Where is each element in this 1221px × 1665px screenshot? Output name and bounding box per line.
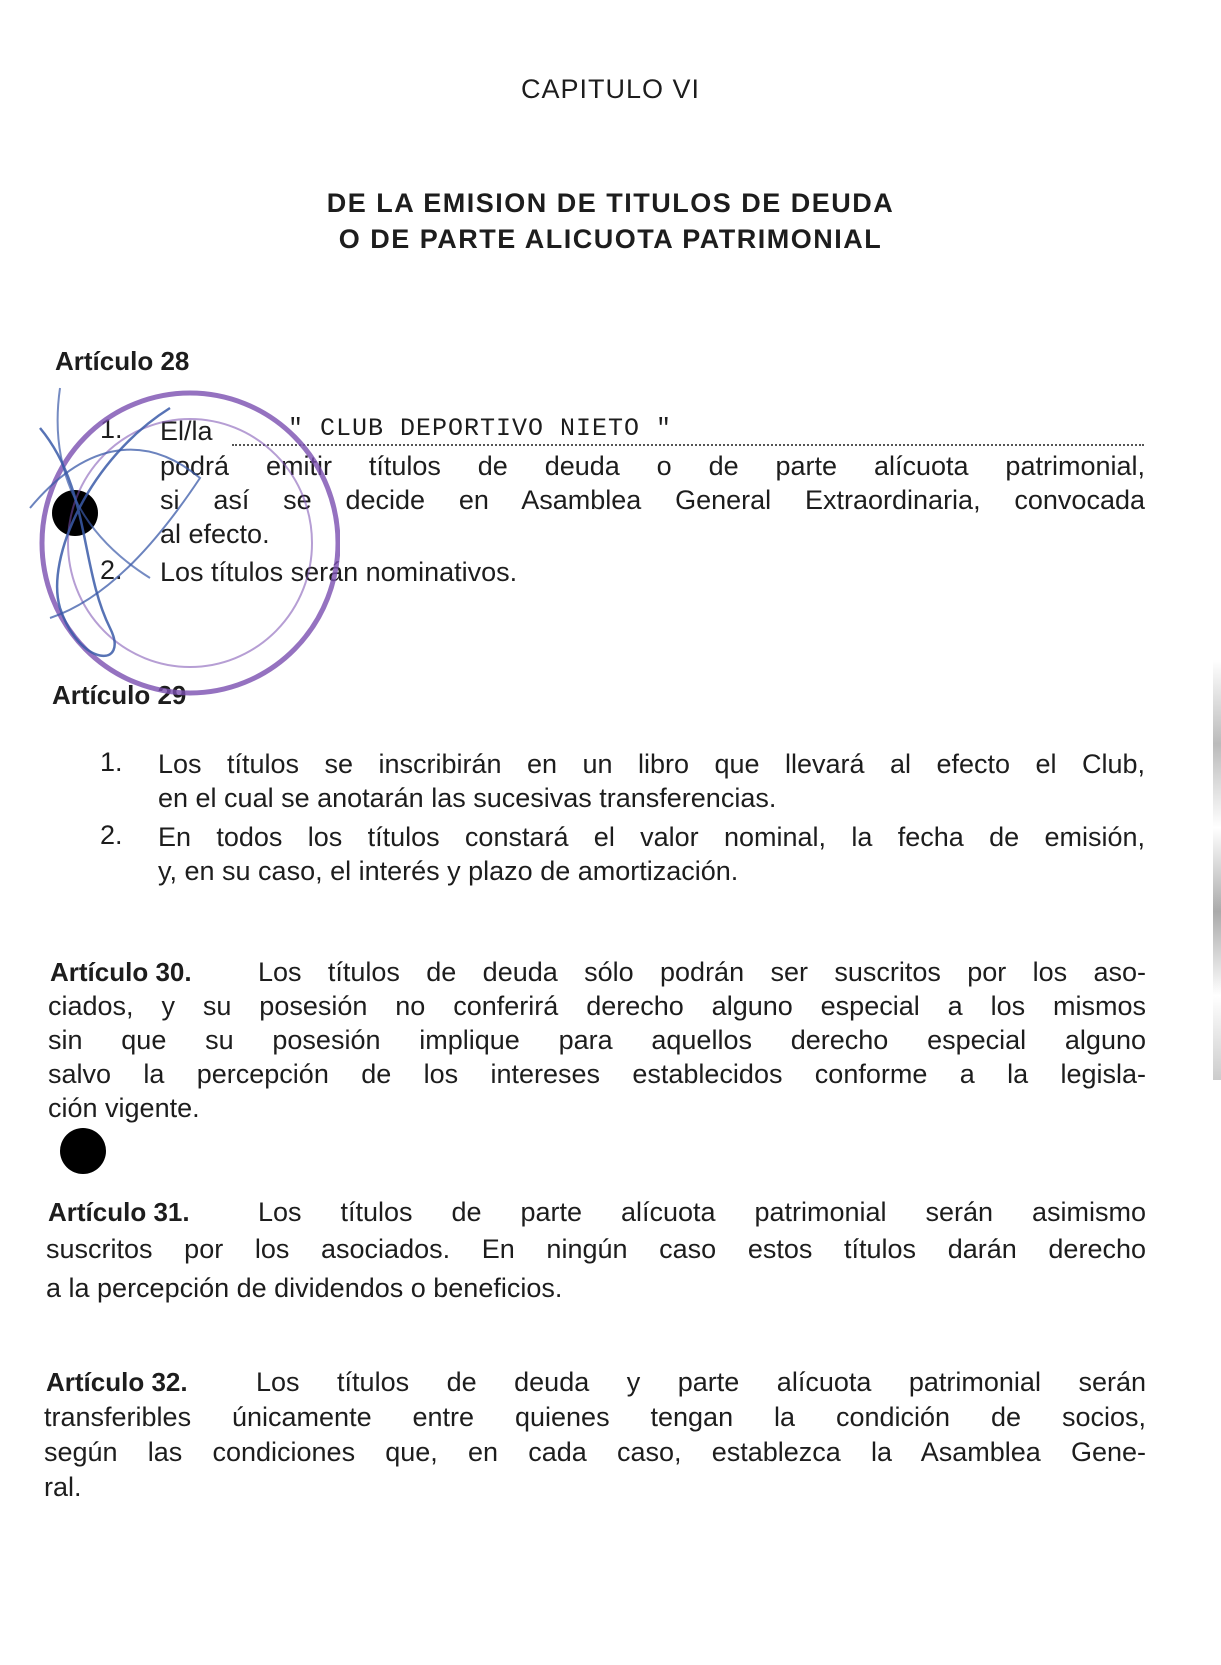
punch-hole-top (52, 490, 98, 536)
article-28-item-1-lead: El/la (160, 416, 213, 446)
article-32-line-1: Los títulos de deuda y parte alícuota patrimonial serán (256, 1367, 1146, 1397)
article-29-item-1-line-1: Los títulos se inscribirán en un libro que llevará al efecto el Club, (158, 749, 1145, 779)
article-28-item-2-text: Los títulos serán nominativos. (160, 557, 518, 587)
article-30-line-2: ciados, y su posesión no conferirá derecho alguno especial a los mismos (48, 991, 1146, 1021)
article-31-line-3: a la percepción de dividendos o beneficios. (46, 1273, 563, 1303)
article-30-title: Artículo 30. (50, 957, 192, 987)
article-28-item-1-line-3: si así se decide en Asamblea General Extraordinaria, convocada (160, 485, 1145, 515)
article-30-line-4: salvo la percepción de los intereses establecidos conforme a la legisla- (48, 1059, 1146, 1089)
article-29-item-2-number: 2. (100, 820, 123, 850)
article-30-line-3: sin que su posesión implique para aquellos derecho especial alguno (48, 1025, 1146, 1055)
signature-stroke-1 (40, 408, 170, 656)
article-29-item-2-line-1: En todos los títulos constará el valor nominal, la fecha de emisión, (158, 822, 1145, 852)
article-28-item-1-line-2: podrá emitir títulos de deuda o de parte alícuota patrimonial, (160, 451, 1145, 481)
article-32-line-4: ral. (44, 1472, 82, 1502)
article-29-item-1-line-2: en el cual se anotarán las sucesivas transferencias. (158, 783, 777, 813)
article-28-item-1-number: 1. (100, 414, 123, 444)
article-30-line-5: ción vigente. (48, 1093, 200, 1123)
section-heading-line-1: DE LA EMISION DE TITULOS DE DEUDA (326, 188, 895, 218)
club-name: " CLUB DEPORTIVO NIETO " (288, 414, 673, 443)
fill-in-line (232, 444, 1144, 446)
article-28-title: Artículo 28 (55, 346, 190, 376)
article-32-title: Artículo 32. (46, 1367, 188, 1397)
article-28-item-1-line-4: al efecto. (160, 519, 270, 549)
scan-edge-shadow (1213, 660, 1221, 1080)
article-29-title: Artículo 29 (52, 680, 187, 710)
article-31-title: Artículo 31. (48, 1197, 190, 1227)
article-29-item-1-number: 1. (100, 747, 123, 777)
article-31-line-2: suscritos por los asociados. En ningún caso estos títulos darán derecho (46, 1234, 1146, 1264)
section-heading-line-2: O DE PARTE ALICUOTA PATRIMONIAL (338, 224, 883, 254)
article-28-item-2-number: 2. (100, 555, 123, 585)
article-29-item-2-line-2: y, en su caso, el interés y plazo de amortización. (158, 856, 739, 886)
article-32-line-3: según las condiciones que, en cada caso, establezca la Asamblea Gene- (44, 1437, 1146, 1467)
article-30-line-1: Los títulos de deuda sólo podrán ser suscritos por los aso- (258, 957, 1146, 987)
chapter-title: CAPITULO VI (520, 74, 701, 104)
article-32-line-2: transferibles únicamente entre quienes tengan la condición de socios, (44, 1402, 1146, 1432)
punch-hole-bottom (60, 1128, 106, 1174)
article-31-line-1: Los títulos de parte alícuota patrimonial serán asimismo (258, 1197, 1146, 1227)
